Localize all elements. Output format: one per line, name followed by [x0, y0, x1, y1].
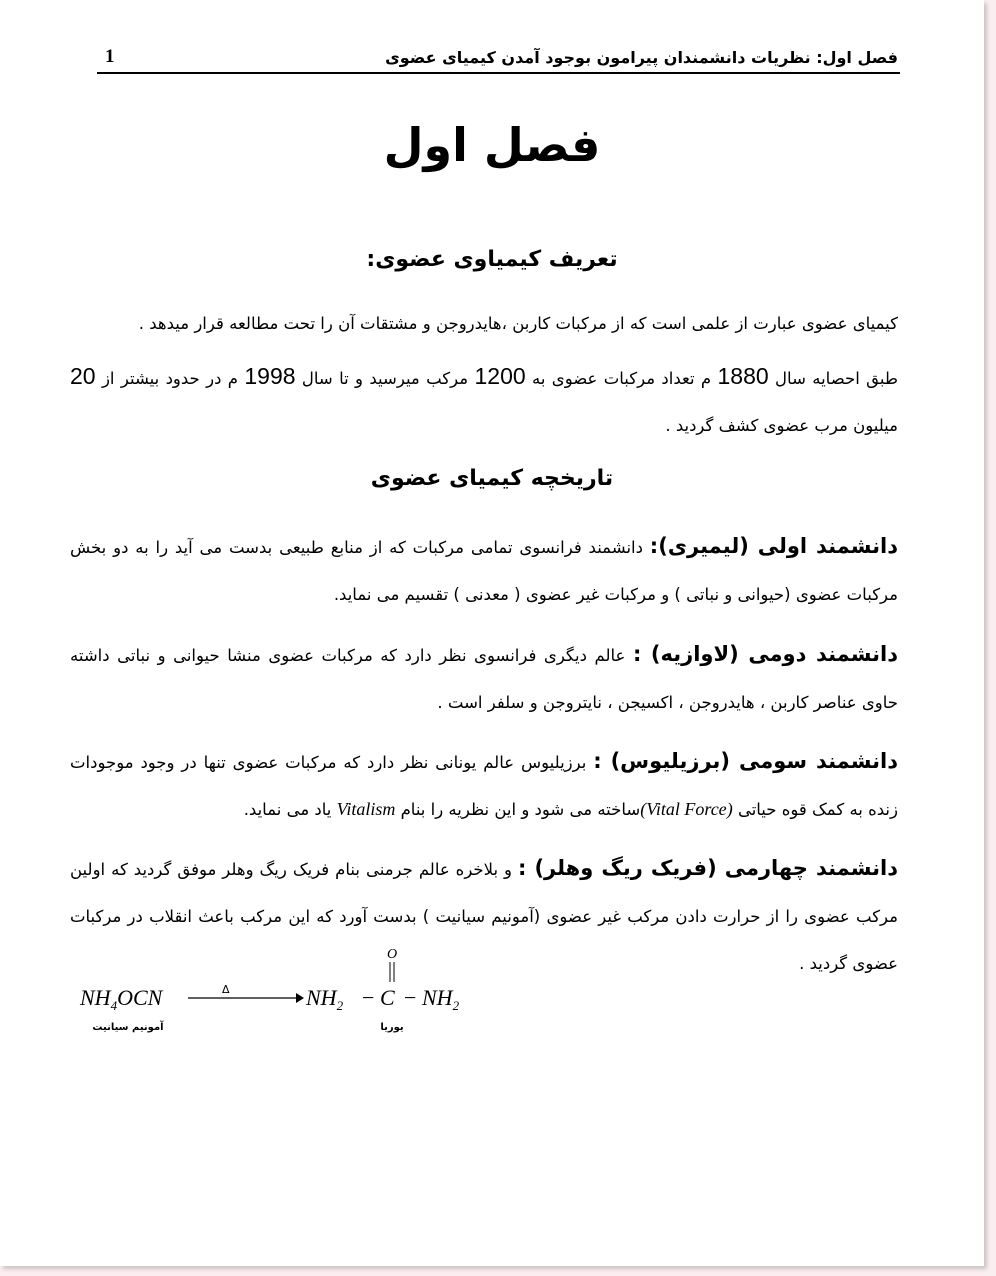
product-amine-1: $NH_2$	[306, 985, 344, 1013]
scientist-4-text: و بلاخره عالم جرمنی بنام فریک ریگ وهلر موفق گردید که اولین مرکب عضوی را از حرارت دادن مرکب غیر عضوی (آمونیم سیانیت ) بدست آورد که این مرکب باعث انقلاب در مرکبات عضوی گردید .	[70, 860, 898, 973]
oxygen-atom: O	[387, 947, 398, 962]
carbon-atom: C	[380, 985, 395, 1010]
chapter-title: فصل اول	[383, 118, 601, 172]
definition-paragraph	[70, 300, 898, 347]
product-amine-2: $NH_2$	[422, 985, 460, 1013]
stat-text-d: م در حدود بیشتر از	[101, 369, 238, 388]
header-title: فصل اول: نظریات دانشمندان پیرامون بوجود آمدن کیمیای عضوی	[385, 48, 898, 67]
scientist-2-paragraph	[70, 631, 898, 726]
count-1200: 1200	[474, 363, 526, 389]
definition-heading: تعریف کیمیاوی عضوی:	[366, 247, 618, 272]
vital-force-term: (Vital Force)	[640, 799, 733, 819]
page-header	[97, 42, 900, 74]
urea-synthesis-equation	[74, 940, 494, 1040]
bond-right: −	[404, 985, 417, 1010]
scientist-1-name: دانشمند اولی (لیمیری):	[649, 534, 898, 558]
product-label: یوریا	[380, 1022, 404, 1033]
stat-text-e: میلیون مرب عضوی کشف گردید .	[665, 416, 898, 435]
stat-text-b: م تعداد مرکبات عضوی به	[532, 369, 712, 388]
scientist-4-name: دانشمند چهارمی (فریک ریگ وهلر) :	[518, 856, 898, 880]
reaction-arrow-head	[296, 993, 304, 1003]
reactant-label: آمونیم سیانیت	[92, 1022, 164, 1033]
scientist-3-text-b: ساخته می شود و این نظریه را بنام	[400, 800, 641, 819]
definition-text: کیمیای عضوی عبارت از علمی است که از مرکبات کاربن ،هایدروجن و مشتقات آن را تحت مطالعه قرار میدهد .	[138, 314, 898, 333]
scientist-3-text-c: یاد می نماید.	[243, 800, 332, 819]
scientist-3-name: دانشمند سومی (برزیلیوس) :	[593, 749, 898, 773]
bond-left: −	[362, 985, 375, 1010]
year-1880: 1880	[717, 363, 769, 389]
scientist-2-text: عالم دیگری فرانسوی نظر دارد که مرکبات عضوی منشا حیوانی و نباتی داشته حاوی عناصر کاربن ، هایدروجن ، اکسیجن ، نایتروجن و سلفر است .	[70, 646, 898, 712]
history-heading: تاریخچه کیمیای عضوی	[370, 466, 614, 491]
scientist-2-name: دانشمند دومی (لاوازیه) :	[632, 642, 898, 666]
scientist-1-paragraph	[70, 523, 898, 618]
heat-symbol: Δ	[222, 983, 230, 996]
reactant-formula: $NH_4OCN$	[80, 985, 163, 1013]
scientist-3-paragraph	[70, 738, 898, 833]
year-1998: 1998	[244, 363, 296, 389]
page-number: 1	[105, 46, 115, 67]
stat-text-c: مرکب میرسید و تا سال	[301, 369, 469, 388]
statistics-paragraph	[70, 353, 898, 449]
count-20: 20	[70, 363, 96, 389]
scientist-3-text-a: برزیلیوس عالم یونانی نظر دارد که مرکبات عضوی تنها در وجود موجودات زنده به کمک قوه حیاتی	[70, 753, 898, 819]
scientist-1-text: دانشمند فرانسوی تمامی مرکبات که از منابع طبیعی بدست می آید را به دو بخش مرکبات عضوی (حیوانی و نباتی ) و مرکبات غیر عضوی ( معدنی ) تقسیم می نماید.	[70, 538, 898, 604]
stat-text-a: طبق احصایه سال	[775, 369, 899, 388]
vitalism-term: Vitalism	[336, 799, 396, 819]
